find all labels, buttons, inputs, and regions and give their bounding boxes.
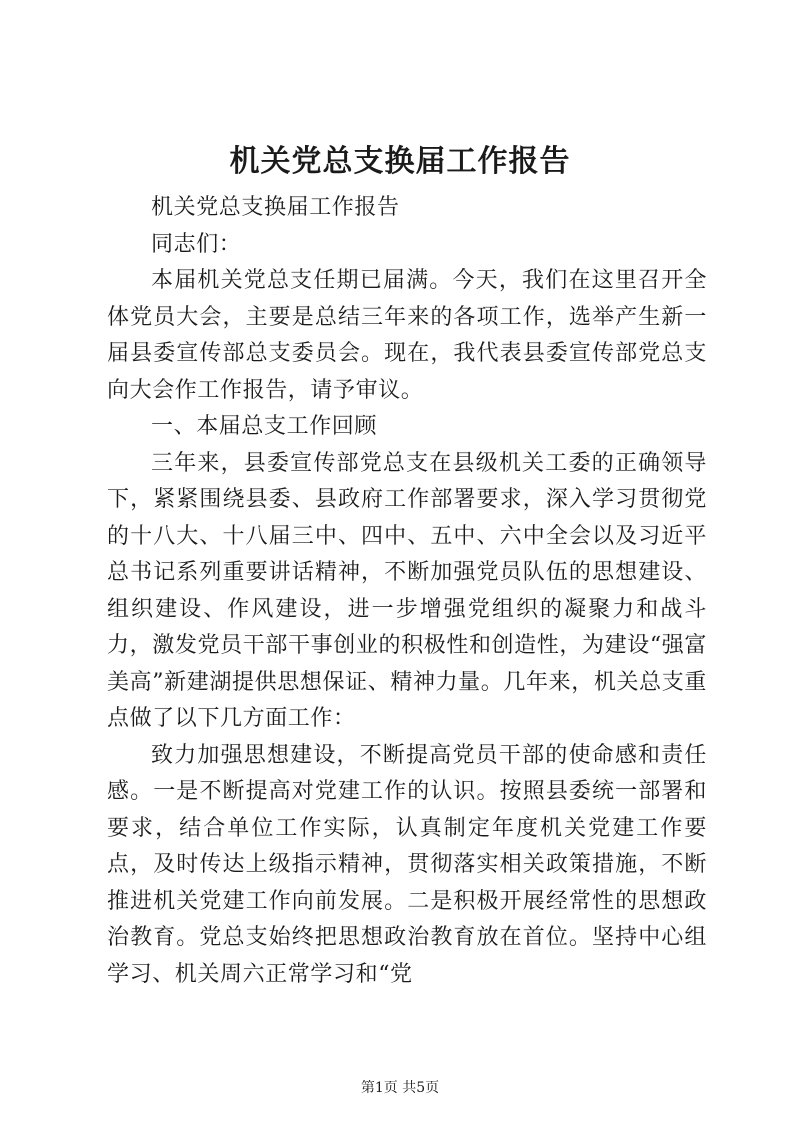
section-heading: 一、本届总支工作回顾 [151,414,378,439]
paragraph-ideology: 致力加强思想建设，不断提高党员干部的使命感和责任感。一是不断提高对党建工作的认识。按照县委统一部署和要求，结合单位工作实际，认真制定年度机关党建工作要点，及时传达上级指示精神，贯彻落实相关政策措施，不断推进机关党建工作向前发展。二是积极开展经常性的思想政治教育。党总支始终把思想政治教育放在首位。坚持中心组学习、机关周六正常学习和“党 [107,742,707,987]
page-footer: 第1页 共5页 [360,1080,440,1096]
document-body [107,190,707,993]
paragraph-salutation: 同志们： [151,231,242,257]
document-title: 机关党总支换届工作报告 [229,144,571,179]
paragraph-subtitle: 机关党总支换届工作报告 [151,195,400,220]
paragraph-intro: 本届机关党总支任期已届满。今天，我们在这里召开全体党员大会，主要是总结三年来的各项工作，选举产生新一届县委宣传部总支委员会。现在，我代表县委宣传部党总支向大会作工作报告，请予审议。 [107,268,707,403]
paragraph-review: 三年来，县委宣传部党总支在县级机关工委的正确领导下，紧紧围绕县委、县政府工作部署要求，深入学习贯彻党的十八大、十八届三中、四中、五中、六中全会以及习近平总书记系列重要讲话精神，不断加强党员队伍的思想建设、组织建设、作风建设，进一步增强党组织的凝聚力和战斗力，激发党员干部干事创业的积极性和创造性，为建设“强富美高”新建湖提供思想保证、精神力量。几年来，机关总支重点做了以下几方面工作： [107,450,707,731]
